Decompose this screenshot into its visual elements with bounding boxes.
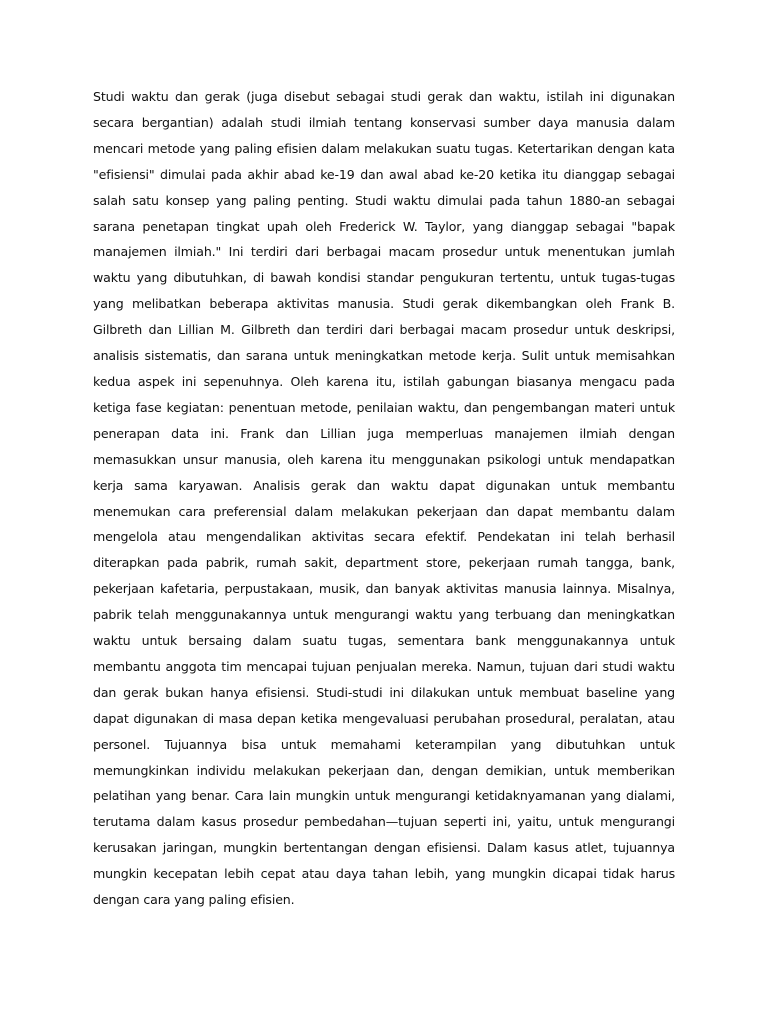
body-paragraph: Studi waktu dan gerak (juga disebut sebagai studi gerak dan waktu, istilah ini digunakan secara bergantian) adalah studi ilmiah tentang konservasi sumber daya manusia dalam mencari metode yang paling efisien dalam melakukan suatu tugas. Ketertarikan dengan kata "efisiensi" dimulai pada akhir abad ke-19 dan awal abad ke-20 ketika itu dianggap sebagai salah satu konsep yang paling penting. Studi waktu dimulai pada tahun 1880-an sebagai sarana penetapan tingkat upah oleh Frederick W. Taylor, yang dianggap sebagai "bapak manajemen ilmiah." Ini terdiri dari berbagai macam prosedur untuk menentukan jumlah waktu yang dibutuhkan, di bawah kondisi standar pengukuran tertentu, untuk tugas-tugas yang melibatkan beberapa aktivitas manusia. Studi gerak dikembangkan oleh Frank B. Gilbreth dan Lillian M. Gilbreth dan terdiri dari berbagai macam prosedur untuk deskripsi, analisis sistematis, dan sarana untuk meningkatkan metode kerja. Sulit untuk memisahkan kedua aspek ini sepenuhnya. Oleh karena itu, istilah gabungan biasanya mengacu pada ketiga fase kegiatan: penentuan metode, penilaian waktu, dan pengembangan materi untuk penerapan data ini. Frank dan Lillian juga memperluas manajemen ilmiah dengan memasukkan unsur manusia, oleh karena itu menggunakan psikologi untuk mendapatkan kerja sama karyawan. Analisis gerak dan waktu dapat digunakan untuk membantu menemukan cara preferensial dalam melakukan pekerjaan dan dapat membantu dalam mengelola atau mengendalikan aktivitas secara efektif. Pendekatan ini telah berhasil diterapkan pada pabrik, rumah sakit, department store, pekerjaan rumah tangga, bank, pekerjaan kafetaria, perpustakaan, musik, dan banyak aktivitas manusia lainnya. Misalnya, pabrik telah menggunakannya untuk mengurangi waktu yang terbuang dan meningkatkan waktu untuk bersaing dalam suatu tugas, sementara bank menggunakannya untuk membantu anggota tim mencapai tujuan penjualan mereka. Namun, tujuan dari studi waktu dan gerak bukan hanya efisiensi. Studi-studi ini dilakukan untuk membuat baseline yang dapat digunakan di masa depan ketika mengevaluasi perubahan prosedural, peralatan, atau personel. Tujuannya bisa untuk memahami keterampilan yang dibutuhkan untuk memungkinkan individu melakukan pekerjaan dan, dengan demikian, untuk memberikan pelatihan yang benar. Cara lain mungkin untuk mengurangi ketidaknyamanan yang dialami, terutama dalam kasus prosedur pembedahan—tujuan seperti ini, yaitu, untuk mengurangi kerusakan jaringan, mungkin bertentangan dengan efisiensi. Dalam kasus atlet, tujuannya mungkin kecepatan lebih cepat atau daya tahan lebih, yang mungkin dicapai tidak harus dengan cara yang paling efisien.: [93, 89, 675, 908]
